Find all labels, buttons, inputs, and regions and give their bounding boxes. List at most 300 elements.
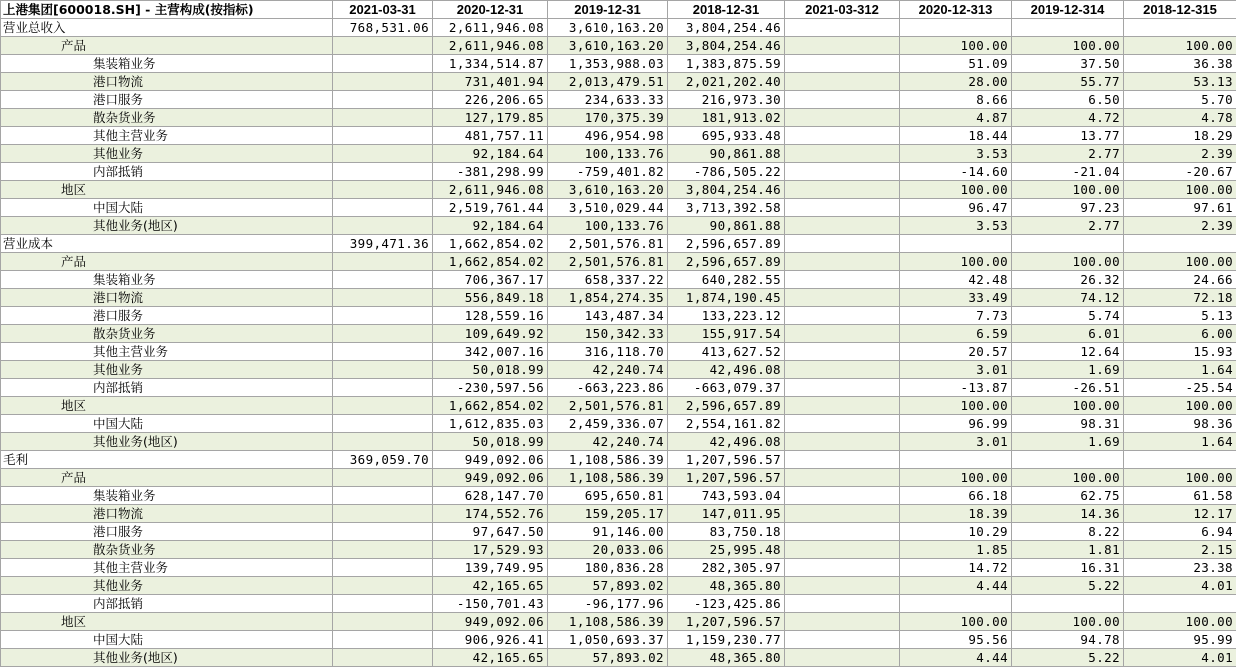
- value-cell[interactable]: [333, 325, 433, 343]
- value-cell[interactable]: 1,662,854.02: [433, 235, 548, 253]
- value-cell[interactable]: [333, 505, 433, 523]
- value-cell[interactable]: [785, 469, 900, 487]
- value-cell[interactable]: 2,013,479.51: [548, 73, 668, 91]
- value-cell[interactable]: [333, 145, 433, 163]
- value-cell[interactable]: 2.77: [1012, 217, 1124, 235]
- row-label-cell[interactable]: 其他主营业务: [1, 343, 333, 361]
- value-cell[interactable]: [900, 19, 1012, 37]
- value-cell[interactable]: -150,701.43: [433, 595, 548, 613]
- value-cell[interactable]: 3.53: [900, 145, 1012, 163]
- table-title-cell[interactable]: 上港集团[600018.SH] - 主营构成(按指标): [1, 1, 333, 19]
- value-cell[interactable]: 91,146.00: [548, 523, 668, 541]
- value-cell[interactable]: 226,206.65: [433, 91, 548, 109]
- value-cell[interactable]: 496,954.98: [548, 127, 668, 145]
- value-cell[interactable]: 51.09: [900, 55, 1012, 73]
- value-cell[interactable]: [785, 451, 900, 469]
- value-cell[interactable]: -381,298.99: [433, 163, 548, 181]
- value-cell[interactable]: 1,874,190.45: [668, 289, 785, 307]
- row-label-cell[interactable]: 中国大陆: [1, 415, 333, 433]
- value-cell[interactable]: [333, 469, 433, 487]
- value-cell[interactable]: 6.59: [900, 325, 1012, 343]
- value-cell[interactable]: [333, 631, 433, 649]
- value-cell[interactable]: 28.00: [900, 73, 1012, 91]
- value-cell[interactable]: 100.00: [1012, 469, 1124, 487]
- value-cell[interactable]: 94.78: [1012, 631, 1124, 649]
- value-cell[interactable]: 100.00: [1012, 181, 1124, 199]
- value-cell[interactable]: [785, 559, 900, 577]
- value-cell[interactable]: 2,596,657.89: [668, 397, 785, 415]
- value-cell[interactable]: 1,612,835.03: [433, 415, 548, 433]
- value-cell[interactable]: 1.81: [1012, 541, 1124, 559]
- value-cell[interactable]: [333, 415, 433, 433]
- value-cell[interactable]: [785, 325, 900, 343]
- value-cell[interactable]: 18.44: [900, 127, 1012, 145]
- value-cell[interactable]: [333, 577, 433, 595]
- value-cell[interactable]: 42,496.08: [668, 433, 785, 451]
- value-cell[interactable]: -786,505.22: [668, 163, 785, 181]
- value-cell[interactable]: 316,118.70: [548, 343, 668, 361]
- value-cell[interactable]: 1,207,596.57: [668, 469, 785, 487]
- value-cell[interactable]: [785, 19, 900, 37]
- value-cell[interactable]: [333, 595, 433, 613]
- value-cell[interactable]: 399,471.36: [333, 235, 433, 253]
- value-cell[interactable]: 5.22: [1012, 649, 1124, 667]
- value-cell[interactable]: 1,662,854.02: [433, 397, 548, 415]
- value-cell[interactable]: [785, 649, 900, 667]
- value-cell[interactable]: 5.22: [1012, 577, 1124, 595]
- value-cell[interactable]: [785, 37, 900, 55]
- value-cell[interactable]: 96.47: [900, 199, 1012, 217]
- value-cell[interactable]: 139,749.95: [433, 559, 548, 577]
- value-cell[interactable]: 731,401.94: [433, 73, 548, 91]
- value-cell[interactable]: 100.00: [900, 181, 1012, 199]
- value-cell[interactable]: [1124, 595, 1236, 613]
- value-cell[interactable]: [785, 613, 900, 631]
- value-cell[interactable]: 949,092.06: [433, 469, 548, 487]
- value-cell[interactable]: 2,519,761.44: [433, 199, 548, 217]
- value-cell[interactable]: 949,092.06: [433, 613, 548, 631]
- value-cell[interactable]: 640,282.55: [668, 271, 785, 289]
- value-cell[interactable]: [785, 199, 900, 217]
- row-label-cell[interactable]: 港口物流: [1, 505, 333, 523]
- value-cell[interactable]: 15.93: [1124, 343, 1236, 361]
- value-cell[interactable]: 90,861.88: [668, 145, 785, 163]
- value-cell[interactable]: 1,207,596.57: [668, 451, 785, 469]
- value-cell[interactable]: 83,750.18: [668, 523, 785, 541]
- value-cell[interactable]: 1.69: [1012, 433, 1124, 451]
- row-label-cell[interactable]: 集装箱业务: [1, 487, 333, 505]
- value-cell[interactable]: [333, 433, 433, 451]
- value-cell[interactable]: 658,337.22: [548, 271, 668, 289]
- value-cell[interactable]: [1012, 19, 1124, 37]
- value-cell[interactable]: -20.67: [1124, 163, 1236, 181]
- value-cell[interactable]: [333, 73, 433, 91]
- value-cell[interactable]: 216,973.30: [668, 91, 785, 109]
- value-cell[interactable]: 2,501,576.81: [548, 397, 668, 415]
- value-cell[interactable]: 2,611,946.08: [433, 19, 548, 37]
- value-cell[interactable]: 100.00: [900, 253, 1012, 271]
- value-cell[interactable]: [900, 595, 1012, 613]
- value-cell[interactable]: 7.73: [900, 307, 1012, 325]
- value-cell[interactable]: -13.87: [900, 379, 1012, 397]
- value-cell[interactable]: 150,342.33: [548, 325, 668, 343]
- value-cell[interactable]: 1,383,875.59: [668, 55, 785, 73]
- value-cell[interactable]: 174,552.76: [433, 505, 548, 523]
- value-cell[interactable]: [785, 235, 900, 253]
- value-cell[interactable]: 3,610,163.20: [548, 181, 668, 199]
- row-label-cell[interactable]: 集装箱业务: [1, 271, 333, 289]
- value-cell[interactable]: 4.44: [900, 649, 1012, 667]
- value-cell[interactable]: [785, 91, 900, 109]
- value-cell[interactable]: [333, 55, 433, 73]
- row-label-cell[interactable]: 其他业务: [1, 145, 333, 163]
- value-cell[interactable]: [785, 109, 900, 127]
- value-cell[interactable]: 4.44: [900, 577, 1012, 595]
- value-cell[interactable]: 3.53: [900, 217, 1012, 235]
- value-cell[interactable]: 20,033.06: [548, 541, 668, 559]
- value-cell[interactable]: 1,108,586.39: [548, 613, 668, 631]
- value-cell[interactable]: [785, 505, 900, 523]
- value-cell[interactable]: [333, 307, 433, 325]
- value-cell[interactable]: -230,597.56: [433, 379, 548, 397]
- value-cell[interactable]: 1,108,586.39: [548, 451, 668, 469]
- value-cell[interactable]: 100.00: [1124, 469, 1236, 487]
- value-cell[interactable]: 50,018.99: [433, 361, 548, 379]
- value-cell[interactable]: 1,353,988.03: [548, 55, 668, 73]
- value-cell[interactable]: 100.00: [900, 469, 1012, 487]
- value-cell[interactable]: 48,365.80: [668, 649, 785, 667]
- value-cell[interactable]: 906,926.41: [433, 631, 548, 649]
- value-cell[interactable]: 66.18: [900, 487, 1012, 505]
- value-cell[interactable]: 100.00: [900, 37, 1012, 55]
- value-cell[interactable]: -26.51: [1012, 379, 1124, 397]
- value-cell[interactable]: 37.50: [1012, 55, 1124, 73]
- value-cell[interactable]: 18.29: [1124, 127, 1236, 145]
- value-cell[interactable]: [785, 289, 900, 307]
- row-label-cell[interactable]: 其他业务(地区): [1, 217, 333, 235]
- value-cell[interactable]: 100,133.76: [548, 217, 668, 235]
- value-cell[interactable]: [333, 487, 433, 505]
- value-cell[interactable]: 92,184.64: [433, 217, 548, 235]
- value-cell[interactable]: [785, 415, 900, 433]
- value-cell[interactable]: [1012, 595, 1124, 613]
- row-label-cell[interactable]: 毛利: [1, 451, 333, 469]
- value-cell[interactable]: 14.36: [1012, 505, 1124, 523]
- column-header-cell[interactable]: 2021-03-312: [785, 1, 900, 19]
- value-cell[interactable]: [333, 613, 433, 631]
- value-cell[interactable]: 2,596,657.89: [668, 235, 785, 253]
- value-cell[interactable]: [333, 379, 433, 397]
- value-cell[interactable]: 181,913.02: [668, 109, 785, 127]
- value-cell[interactable]: [333, 163, 433, 181]
- value-cell[interactable]: -96,177.96: [548, 595, 668, 613]
- column-header-cell[interactable]: 2019-12-314: [1012, 1, 1124, 19]
- value-cell[interactable]: 1.64: [1124, 361, 1236, 379]
- value-cell[interactable]: [333, 649, 433, 667]
- value-cell[interactable]: 42,240.74: [548, 361, 668, 379]
- value-cell[interactable]: 6.00: [1124, 325, 1236, 343]
- value-cell[interactable]: 3,804,254.46: [668, 181, 785, 199]
- value-cell[interactable]: [333, 271, 433, 289]
- value-cell[interactable]: [785, 577, 900, 595]
- value-cell[interactable]: [1124, 451, 1236, 469]
- value-cell[interactable]: -759,401.82: [548, 163, 668, 181]
- value-cell[interactable]: -663,079.37: [668, 379, 785, 397]
- value-cell[interactable]: [785, 343, 900, 361]
- value-cell[interactable]: 1.85: [900, 541, 1012, 559]
- column-header-cell[interactable]: 2021-03-31: [333, 1, 433, 19]
- value-cell[interactable]: 100.00: [900, 397, 1012, 415]
- value-cell[interactable]: 100.00: [1124, 253, 1236, 271]
- value-cell[interactable]: 3.01: [900, 361, 1012, 379]
- value-cell[interactable]: [333, 199, 433, 217]
- value-cell[interactable]: 695,650.81: [548, 487, 668, 505]
- row-label-cell[interactable]: 产品: [1, 37, 333, 55]
- value-cell[interactable]: [785, 541, 900, 559]
- row-label-cell[interactable]: 港口物流: [1, 73, 333, 91]
- value-cell[interactable]: 42,165.65: [433, 649, 548, 667]
- value-cell[interactable]: 48,365.80: [668, 577, 785, 595]
- row-label-cell[interactable]: 港口物流: [1, 289, 333, 307]
- row-label-cell[interactable]: 其他业务: [1, 361, 333, 379]
- value-cell[interactable]: 147,011.95: [668, 505, 785, 523]
- value-cell[interactable]: [1012, 451, 1124, 469]
- value-cell[interactable]: [785, 595, 900, 613]
- value-cell[interactable]: [785, 127, 900, 145]
- value-cell[interactable]: 5.70: [1124, 91, 1236, 109]
- row-label-cell[interactable]: 其他主营业务: [1, 559, 333, 577]
- value-cell[interactable]: 90,861.88: [668, 217, 785, 235]
- column-header-cell[interactable]: 2018-12-31: [668, 1, 785, 19]
- value-cell[interactable]: 100.00: [1124, 37, 1236, 55]
- value-cell[interactable]: 13.77: [1012, 127, 1124, 145]
- value-cell[interactable]: 98.31: [1012, 415, 1124, 433]
- value-cell[interactable]: 2,611,946.08: [433, 181, 548, 199]
- value-cell[interactable]: [1124, 19, 1236, 37]
- value-cell[interactable]: 25,995.48: [668, 541, 785, 559]
- value-cell[interactable]: 695,933.48: [668, 127, 785, 145]
- row-label-cell[interactable]: 散杂货业务: [1, 109, 333, 127]
- row-label-cell[interactable]: 港口服务: [1, 91, 333, 109]
- value-cell[interactable]: -21.04: [1012, 163, 1124, 181]
- value-cell[interactable]: [333, 289, 433, 307]
- value-cell[interactable]: 2.39: [1124, 145, 1236, 163]
- value-cell[interactable]: 36.38: [1124, 55, 1236, 73]
- value-cell[interactable]: 100.00: [1124, 181, 1236, 199]
- value-cell[interactable]: 5.74: [1012, 307, 1124, 325]
- value-cell[interactable]: 95.56: [900, 631, 1012, 649]
- value-cell[interactable]: [785, 307, 900, 325]
- value-cell[interactable]: 556,849.18: [433, 289, 548, 307]
- value-cell[interactable]: 100.00: [1012, 613, 1124, 631]
- value-cell[interactable]: [785, 217, 900, 235]
- value-cell[interactable]: 100.00: [1012, 253, 1124, 271]
- row-label-cell[interactable]: 内部抵销: [1, 163, 333, 181]
- row-label-cell[interactable]: 产品: [1, 253, 333, 271]
- value-cell[interactable]: [785, 523, 900, 541]
- value-cell[interactable]: 234,633.33: [548, 91, 668, 109]
- value-cell[interactable]: 1,108,586.39: [548, 469, 668, 487]
- value-cell[interactable]: 16.31: [1012, 559, 1124, 577]
- value-cell[interactable]: 100.00: [1124, 613, 1236, 631]
- value-cell[interactable]: 20.57: [900, 343, 1012, 361]
- value-cell[interactable]: [333, 127, 433, 145]
- row-label-cell[interactable]: 散杂货业务: [1, 325, 333, 343]
- value-cell[interactable]: 369,059.70: [333, 451, 433, 469]
- row-label-cell[interactable]: 营业成本: [1, 235, 333, 253]
- value-cell[interactable]: [333, 361, 433, 379]
- value-cell[interactable]: [333, 37, 433, 55]
- value-cell[interactable]: 4.01: [1124, 649, 1236, 667]
- value-cell[interactable]: [333, 109, 433, 127]
- value-cell[interactable]: 61.58: [1124, 487, 1236, 505]
- value-cell[interactable]: [785, 253, 900, 271]
- row-label-cell[interactable]: 港口服务: [1, 523, 333, 541]
- value-cell[interactable]: 1,050,693.37: [548, 631, 668, 649]
- value-cell[interactable]: 12.17: [1124, 505, 1236, 523]
- value-cell[interactable]: 98.36: [1124, 415, 1236, 433]
- row-label-cell[interactable]: 其他业务(地区): [1, 433, 333, 451]
- value-cell[interactable]: 2,501,576.81: [548, 235, 668, 253]
- value-cell[interactable]: 3,804,254.46: [668, 19, 785, 37]
- value-cell[interactable]: 3,610,163.20: [548, 37, 668, 55]
- value-cell[interactable]: 1,854,274.35: [548, 289, 668, 307]
- value-cell[interactable]: [785, 487, 900, 505]
- value-cell[interactable]: [900, 235, 1012, 253]
- column-header-cell[interactable]: 2020-12-31: [433, 1, 548, 19]
- value-cell[interactable]: 100.00: [1012, 37, 1124, 55]
- row-label-cell[interactable]: 产品: [1, 469, 333, 487]
- value-cell[interactable]: 92,184.64: [433, 145, 548, 163]
- value-cell[interactable]: 1.69: [1012, 361, 1124, 379]
- value-cell[interactable]: [333, 217, 433, 235]
- value-cell[interactable]: 743,593.04: [668, 487, 785, 505]
- value-cell[interactable]: 4.01: [1124, 577, 1236, 595]
- value-cell[interactable]: 481,757.11: [433, 127, 548, 145]
- value-cell[interactable]: 282,305.97: [668, 559, 785, 577]
- value-cell[interactable]: 55.77: [1012, 73, 1124, 91]
- value-cell[interactable]: 180,836.28: [548, 559, 668, 577]
- value-cell[interactable]: [785, 361, 900, 379]
- value-cell[interactable]: 62.75: [1012, 487, 1124, 505]
- value-cell[interactable]: 3,804,254.46: [668, 37, 785, 55]
- row-label-cell[interactable]: 中国大陆: [1, 199, 333, 217]
- value-cell[interactable]: 109,649.92: [433, 325, 548, 343]
- row-label-cell[interactable]: 散杂货业务: [1, 541, 333, 559]
- row-label-cell[interactable]: 地区: [1, 397, 333, 415]
- value-cell[interactable]: 57,893.02: [548, 577, 668, 595]
- value-cell[interactable]: [785, 379, 900, 397]
- value-cell[interactable]: 2,021,202.40: [668, 73, 785, 91]
- value-cell[interactable]: 128,559.16: [433, 307, 548, 325]
- value-cell[interactable]: [785, 397, 900, 415]
- value-cell[interactable]: 97.61: [1124, 199, 1236, 217]
- value-cell[interactable]: [333, 181, 433, 199]
- value-cell[interactable]: [333, 343, 433, 361]
- value-cell[interactable]: 2.77: [1012, 145, 1124, 163]
- value-cell[interactable]: [333, 253, 433, 271]
- value-cell[interactable]: [785, 55, 900, 73]
- value-cell[interactable]: [785, 181, 900, 199]
- value-cell[interactable]: 706,367.17: [433, 271, 548, 289]
- value-cell[interactable]: [333, 91, 433, 109]
- value-cell[interactable]: 4.78: [1124, 109, 1236, 127]
- value-cell[interactable]: -123,425.86: [668, 595, 785, 613]
- column-header-cell[interactable]: 2018-12-315: [1124, 1, 1236, 19]
- value-cell[interactable]: 100.00: [1124, 397, 1236, 415]
- value-cell[interactable]: 18.39: [900, 505, 1012, 523]
- value-cell[interactable]: [1124, 235, 1236, 253]
- value-cell[interactable]: 159,205.17: [548, 505, 668, 523]
- value-cell[interactable]: 42,165.65: [433, 577, 548, 595]
- value-cell[interactable]: 74.12: [1012, 289, 1124, 307]
- value-cell[interactable]: 1,334,514.87: [433, 55, 548, 73]
- value-cell[interactable]: 95.99: [1124, 631, 1236, 649]
- value-cell[interactable]: [333, 397, 433, 415]
- value-cell[interactable]: 628,147.70: [433, 487, 548, 505]
- value-cell[interactable]: 1.64: [1124, 433, 1236, 451]
- value-cell[interactable]: 50,018.99: [433, 433, 548, 451]
- value-cell[interactable]: 3,713,392.58: [668, 199, 785, 217]
- value-cell[interactable]: -663,223.86: [548, 379, 668, 397]
- value-cell[interactable]: 2,554,161.82: [668, 415, 785, 433]
- value-cell[interactable]: 3,610,163.20: [548, 19, 668, 37]
- value-cell[interactable]: 133,223.12: [668, 307, 785, 325]
- value-cell[interactable]: 57,893.02: [548, 649, 668, 667]
- value-cell[interactable]: 17,529.93: [433, 541, 548, 559]
- value-cell[interactable]: 2.39: [1124, 217, 1236, 235]
- value-cell[interactable]: [785, 271, 900, 289]
- row-label-cell[interactable]: 中国大陆: [1, 631, 333, 649]
- value-cell[interactable]: [333, 523, 433, 541]
- value-cell[interactable]: [1012, 235, 1124, 253]
- column-header-cell[interactable]: 2019-12-31: [548, 1, 668, 19]
- value-cell[interactable]: 949,092.06: [433, 451, 548, 469]
- value-cell[interactable]: 3.01: [900, 433, 1012, 451]
- value-cell[interactable]: 53.13: [1124, 73, 1236, 91]
- value-cell[interactable]: 3,510,029.44: [548, 199, 668, 217]
- value-cell[interactable]: 23.38: [1124, 559, 1236, 577]
- value-cell[interactable]: 96.99: [900, 415, 1012, 433]
- value-cell[interactable]: [785, 631, 900, 649]
- value-cell[interactable]: 1,662,854.02: [433, 253, 548, 271]
- value-cell[interactable]: 6.01: [1012, 325, 1124, 343]
- value-cell[interactable]: 4.87: [900, 109, 1012, 127]
- value-cell[interactable]: 170,375.39: [548, 109, 668, 127]
- value-cell[interactable]: [785, 73, 900, 91]
- row-label-cell[interactable]: 其他业务(地区): [1, 649, 333, 667]
- value-cell[interactable]: 155,917.54: [668, 325, 785, 343]
- value-cell[interactable]: 42,496.08: [668, 361, 785, 379]
- row-label-cell[interactable]: 内部抵销: [1, 595, 333, 613]
- value-cell[interactable]: 100.00: [1012, 397, 1124, 415]
- value-cell[interactable]: 1,159,230.77: [668, 631, 785, 649]
- value-cell[interactable]: [785, 145, 900, 163]
- value-cell[interactable]: 100,133.76: [548, 145, 668, 163]
- value-cell[interactable]: 8.22: [1012, 523, 1124, 541]
- value-cell[interactable]: 42,240.74: [548, 433, 668, 451]
- value-cell[interactable]: -14.60: [900, 163, 1012, 181]
- value-cell[interactable]: 2,611,946.08: [433, 37, 548, 55]
- row-label-cell[interactable]: 其他主营业务: [1, 127, 333, 145]
- value-cell[interactable]: 342,007.16: [433, 343, 548, 361]
- row-label-cell[interactable]: 营业总收入: [1, 19, 333, 37]
- value-cell[interactable]: 8.66: [900, 91, 1012, 109]
- value-cell[interactable]: 4.72: [1012, 109, 1124, 127]
- value-cell[interactable]: 10.29: [900, 523, 1012, 541]
- value-cell[interactable]: 97,647.50: [433, 523, 548, 541]
- value-cell[interactable]: [333, 559, 433, 577]
